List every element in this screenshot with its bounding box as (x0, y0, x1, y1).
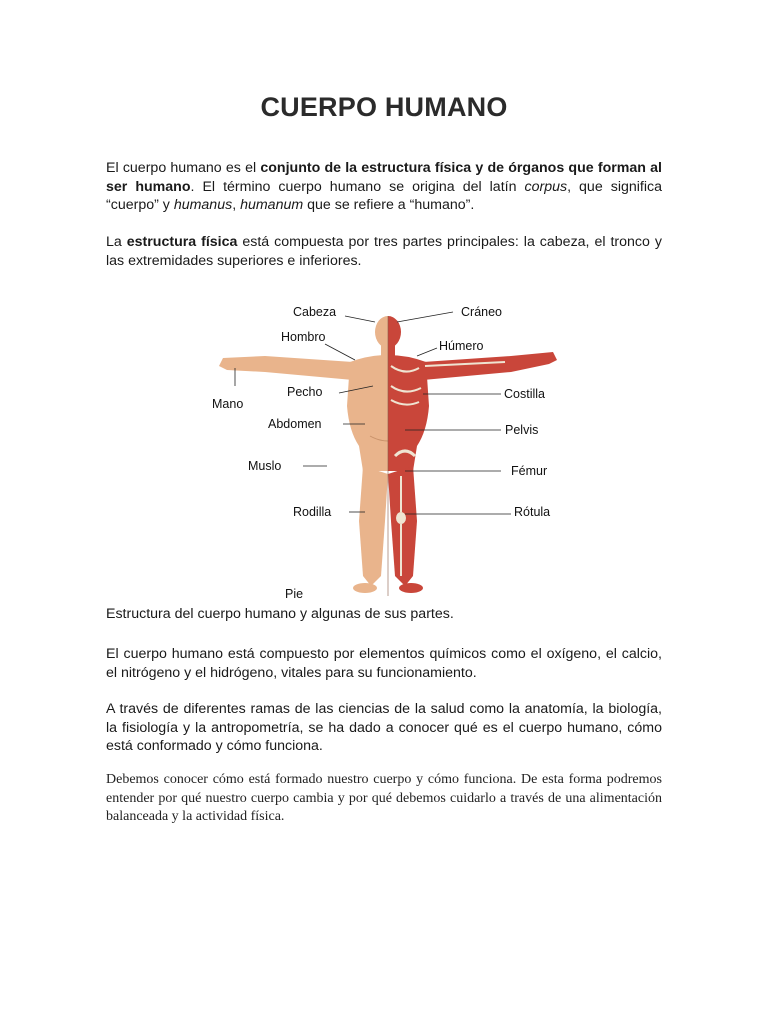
care-paragraph: Debemos conocer cómo está formado nuestro cuerpo y cómo funciona. De esta forma podremos entender por qué nuestro cuerpo cambia y por qué debemos cuidarlo a través de una alimentación balanceada y la actividad física. (106, 772, 662, 824)
italic-term-humanum: humanum (240, 197, 304, 213)
label-femur: Fémur (511, 464, 548, 478)
bold-term-structure: estructura física (126, 234, 238, 250)
label-craneo: Cráneo (461, 305, 502, 319)
sciences-paragraph: A través de diferentes ramas de las ciencias de la salud como la anatomía, la biología, la fisiología y la antropometría, se ha dado a conocer qué es el cuerpo humano, cómo está conformado y cómo funciona. (106, 701, 662, 754)
label-muslo: Muslo (248, 459, 282, 473)
label-pelvis: Pelvis (505, 423, 539, 437)
italic-term-humanus: humanus (173, 197, 233, 213)
italic-term-corpus: corpus (524, 178, 568, 195)
text-run: La (106, 234, 127, 250)
label-abdomen: Abdomen (268, 417, 322, 431)
label-humero: Húmero (439, 339, 484, 353)
label-rodilla: Rodilla (293, 505, 332, 519)
label-costilla: Costilla (504, 387, 545, 401)
label-cabeza: Cabeza (293, 305, 337, 319)
label-mano: Mano (212, 397, 244, 411)
label-pecho: Pecho (287, 385, 323, 399)
body-diagram (205, 296, 575, 604)
label-pie: Pie (285, 587, 304, 601)
body-anatomy-figure (205, 296, 575, 604)
label-rotula: Rótula (514, 505, 551, 519)
text-run: . El término cuerpo humano se origina del latín (190, 178, 525, 195)
intro-paragraph (106, 159, 662, 215)
chemistry-paragraph: El cuerpo humano está compuesto por elementos químicos como el oxígeno, el calcio, el nitrógeno y el hidrógeno, vitales para su funcionamiento. (106, 646, 662, 681)
page-title: CUERPO HUMANO (260, 92, 508, 122)
bold-definition: conjunto de la estructura física y de órganos que forman al ser humano (106, 160, 662, 195)
text-run: , que significa “cuerpo” y (106, 178, 662, 213)
structure-paragraph (106, 233, 662, 270)
text-run: El cuerpo humano es el (106, 160, 261, 176)
text-run: , (232, 197, 241, 213)
text-run: está compuesta por tres partes principales: la cabeza, el tronco y las extremidades superiores e inferiores. (106, 234, 662, 269)
figure-caption: Estructura del cuerpo humano y algunas de sus partes. (106, 606, 454, 622)
label-hombro: Hombro (281, 330, 326, 344)
text-run: que se refiere a “humano”. (303, 197, 475, 213)
